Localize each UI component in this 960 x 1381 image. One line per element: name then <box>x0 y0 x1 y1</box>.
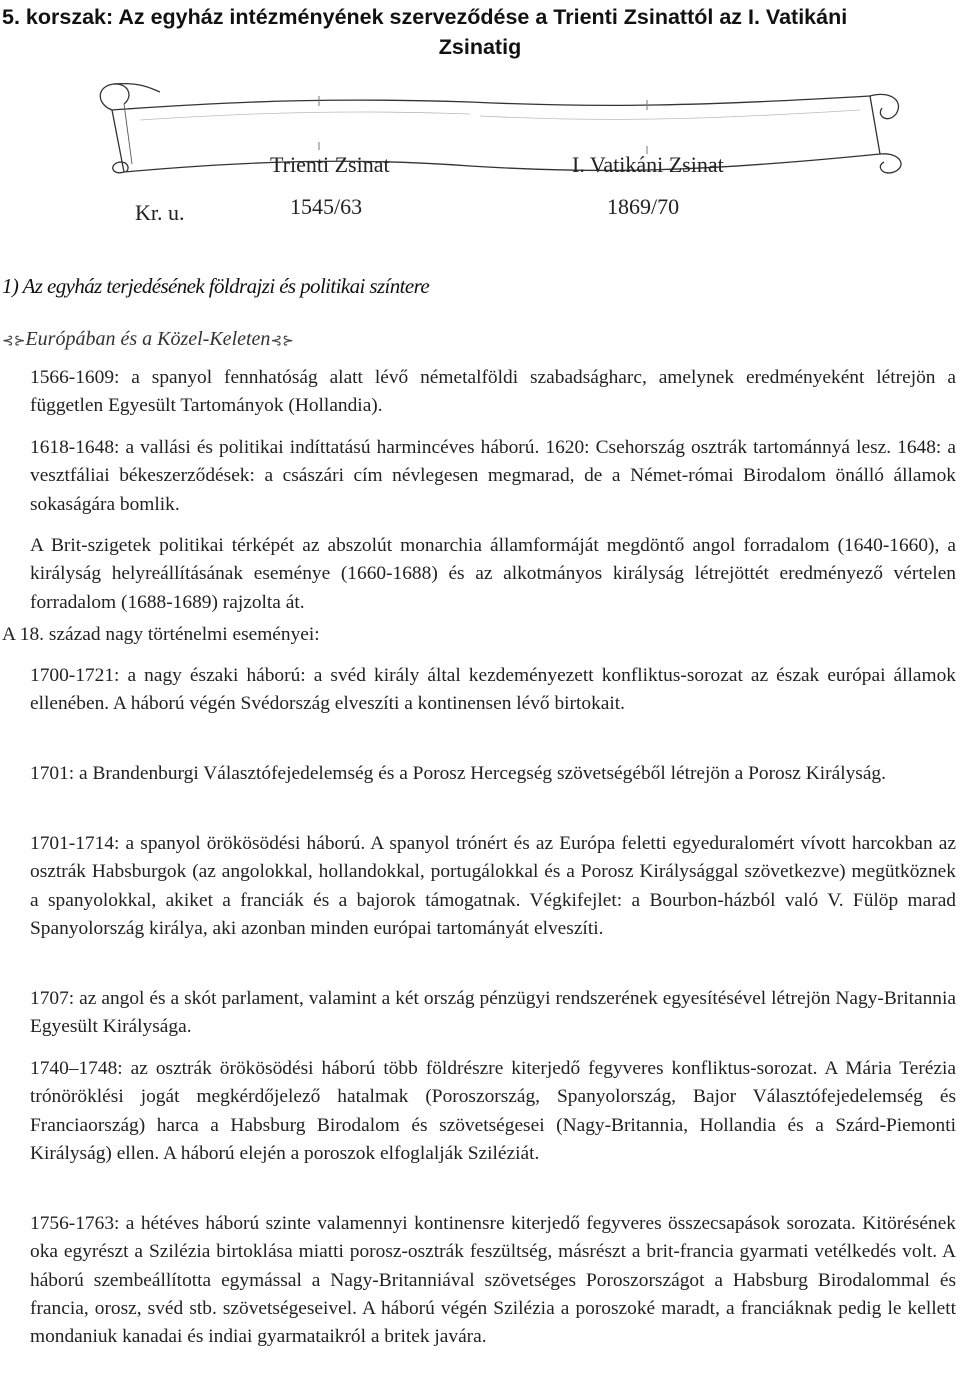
page-title <box>0 2 960 62</box>
event-name: I. Vatikáni Zsinat <box>572 152 724 177</box>
paragraph: A Brit-szigetek politikai térképét az abszolút monarchia államformáját megdöntő angol forradalom (1640-1660), a királyság helyreállításának eseménye (1660-1688) és az alkotmányos királyság létrejöttét eredményező vértelen forradalom (1688-1689) rajzolta át. <box>30 535 956 613</box>
timeline-figure <box>0 80 960 225</box>
paragraph: 1618-1648: a vallási és politikai indíttatású harmincéves háború. 1620: Csehország osztrák tartománnyá lesz. 1648: a vesztfáliai békeszerződések: a császári cím névlegesen megmarad, de a Német-római Birodalom önálló államok sokaságára bomlik. <box>30 437 956 515</box>
ornament-icon: ⊰⊱ <box>2 334 26 349</box>
paragraph: A 18. század nagy történelmi eseményei: <box>2 624 320 645</box>
event-name: Trienti Zsinat <box>270 152 390 177</box>
paragraph: 1700-1721: a nagy északi háború: a svéd király által kezdeményezett konfliktus-sorozat az észak európai államok ellenében. A háború végén Svédország elveszíti a kontinensen lévő birtokait. <box>30 665 956 715</box>
ornament-icon: ⊰⊱ <box>270 334 294 349</box>
paragraph: 1756-1763: a hétéves háború szinte valamennyi kontinensre kiterjedő fegyveres összecsapások sorozata. Kitörésének oka egyrészt a Szilézia birtoklása miatti porosz-osztrák feszültség, másrészt a brit-francia gyarmati vetélkedés volt. A háború szembeállította egymással a Nagy-Britanniával szövetséges Poroszországot a Habsburg Birodalommal és francia, orosz, svéd stb. szövetségeseivel. A háború végén Szilézia a poroszoké maradt, a franciáknak pedig le kellett mondaniuk kanadai és indiai gyarmataikról a britek javára. <box>30 1213 956 1348</box>
title-line-2: Zsinatig <box>438 35 522 59</box>
event-date: 1545/63 <box>290 194 363 219</box>
paragraph: 1701-1714: a spanyol örökösödési háború. A spanyol trónért és az Európa feletti egyeduralomért vívott harcokban az osztrák Habsburgok (az angolokkal, hollandokkal, portugálokkal és a Porosz Királysággal szövetkezve) megütköznek a spanyolokkal, akiket a franciák és a bajorok támogatnak. Végkifejlet: a Bourbon-házból való V. Fülöp marad Spanyolország királya, aki azonban minden európai tartományát elveszíti. <box>30 833 956 939</box>
paragraph: 1566-1609: a spanyol fennhatóság alatt lévő németalföldi szabadságharc, amelynek eredményeként létrejön a független Egyesült Tartományok (Hollandia). <box>30 367 956 417</box>
paragraph: 1707: az angol és a skót parlament, valamint a két ország pénzügyi rendszerének egyesítésével létrejön Nagy-Britannia Egyesült Királysága. <box>30 988 956 1038</box>
era-label: Kr. u. <box>135 200 185 225</box>
section-subheading <box>2 328 294 351</box>
section-heading: 1) Az egyház terjedésének földrajzi és politikai színtere <box>2 274 430 298</box>
event-date: 1869/70 <box>607 194 680 219</box>
paragraph: 1740–1748: az osztrák örökösödési háború több földrészre kiterjedő fegyveres konfliktus-sorozat. A Mária Terézia trónöröklési jogát megkérdőjelező hatalmak (Poroszország, Spanyolország, Bajor Választófejedelemség és Franciaország) harca a Habsburg Birodalom és szövetségesei (Nagy-Britannia, Hollandia és a Szárd-Piemonti Királyság) ellen. A háború elején a poroszok elfoglalják Sziléziát. <box>30 1058 956 1164</box>
subheading-text: Európában és a Közel-Keleten <box>25 328 271 350</box>
paragraph: 1701: a Brandenburgi Választófejedelemség és a Porosz Hercegség szövetségéből létrejön a Porosz Királyság. <box>30 763 886 784</box>
title-line-1: 5. korszak: Az egyház intézményének szerveződése a Trienti Zsinattól az I. Vatikáni <box>2 5 848 29</box>
